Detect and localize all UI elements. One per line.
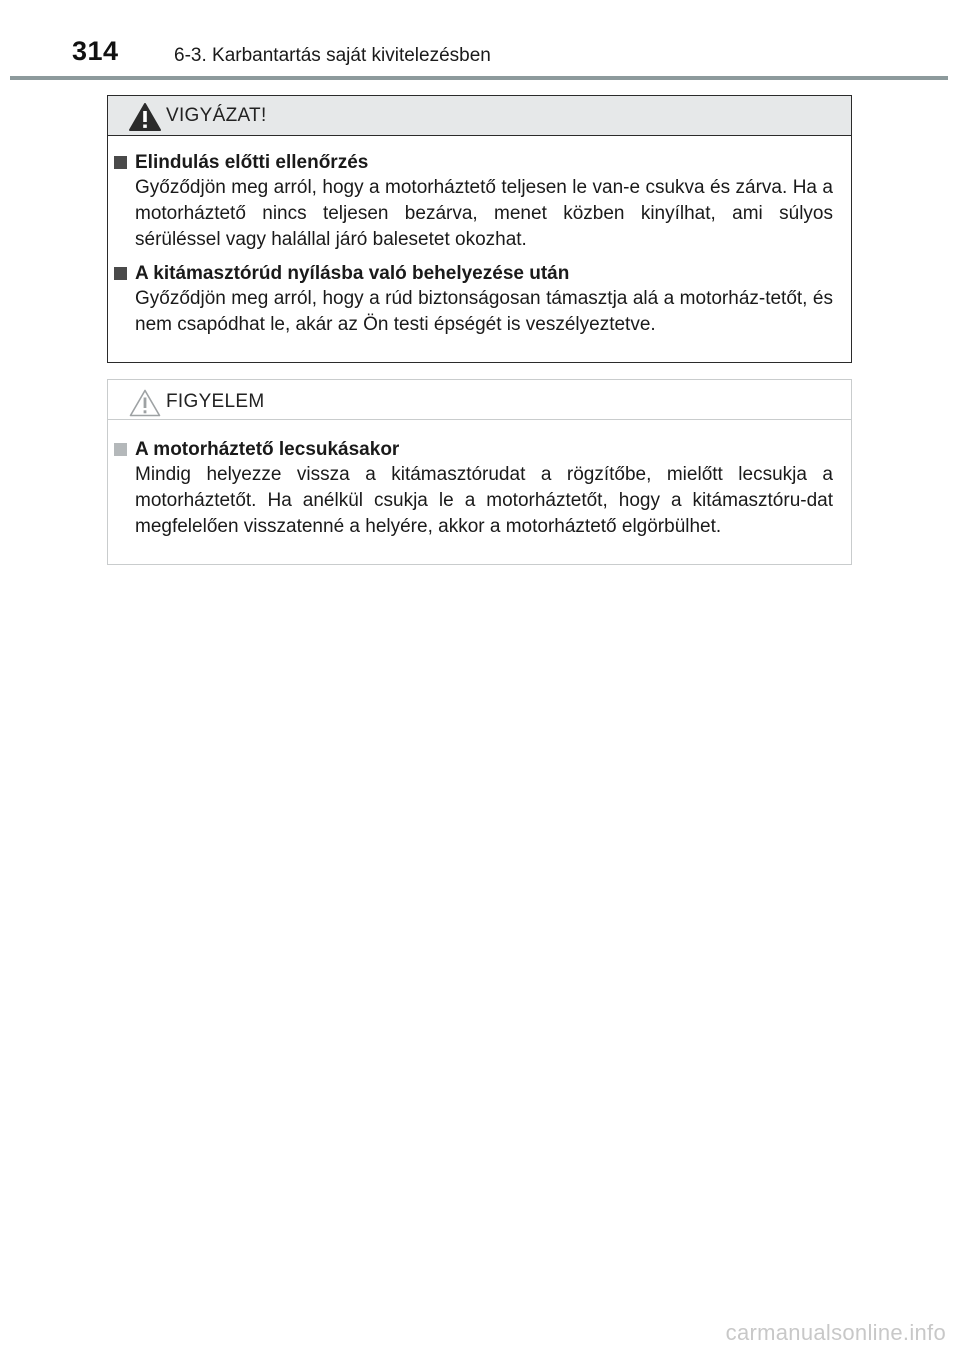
caution-triangle-icon <box>128 388 162 418</box>
warning-entry-support-rod <box>114 261 833 338</box>
square-bullet-icon <box>114 443 127 456</box>
entry-title: A motorháztető lecsukásakor <box>135 439 400 460</box>
entry-text: Győződjön meg arról, hogy a motorháztető teljesen le van-e csukva és zárva. Ha a motorháztető nincs teljesen bezárva, menet közben kinyílhat, ami súlyos sérüléssel vagy halállal járó balesetet okozhat. <box>135 177 833 250</box>
caution-entry-closing-hood <box>114 437 833 540</box>
caution-box-body <box>108 420 851 540</box>
warning-box-header <box>108 96 851 136</box>
entry-text: Győződjön meg arról, hogy a rúd biztonságosan támasztja alá a motorház-tetőt, és nem csapódhat le, akár az Ön testi épségét is veszélyeztetve. <box>135 288 833 335</box>
page-header <box>0 0 960 80</box>
watermark: carmanualsonline.info <box>725 1320 946 1345</box>
warning-heading: VIGYÁZAT! <box>166 105 267 126</box>
caution-heading: FIGYELEM <box>166 391 265 412</box>
caution-box-header <box>108 380 851 420</box>
caution-box <box>107 379 852 565</box>
chapter-title: 6-3. Karbantartás saját kivitelezésben <box>174 45 491 66</box>
warning-entry-pre-drive-check <box>114 150 833 253</box>
entry-text: Mindig helyezze vissza a kitámasztórudat a rögzítőbe, mielőtt lecsukja a motorháztetőt. Ha anélkül csukja le a motorháztetőt, hogy a kitámasztóru-dat megfelelően visszatenné a helyére, akkor a motorháztető elgörbülhet. <box>135 464 833 537</box>
square-bullet-icon <box>114 156 127 169</box>
entry-title: A kitámasztórúd nyílásba való behelyezése után <box>135 263 570 284</box>
page-number: 314 <box>72 36 119 66</box>
warning-box-body <box>108 136 851 338</box>
entry-title: Elindulás előtti ellenőrzés <box>135 152 369 173</box>
warning-box <box>107 95 852 363</box>
square-bullet-icon <box>114 267 127 280</box>
header-rule <box>10 76 948 80</box>
warning-triangle-icon <box>128 102 162 132</box>
